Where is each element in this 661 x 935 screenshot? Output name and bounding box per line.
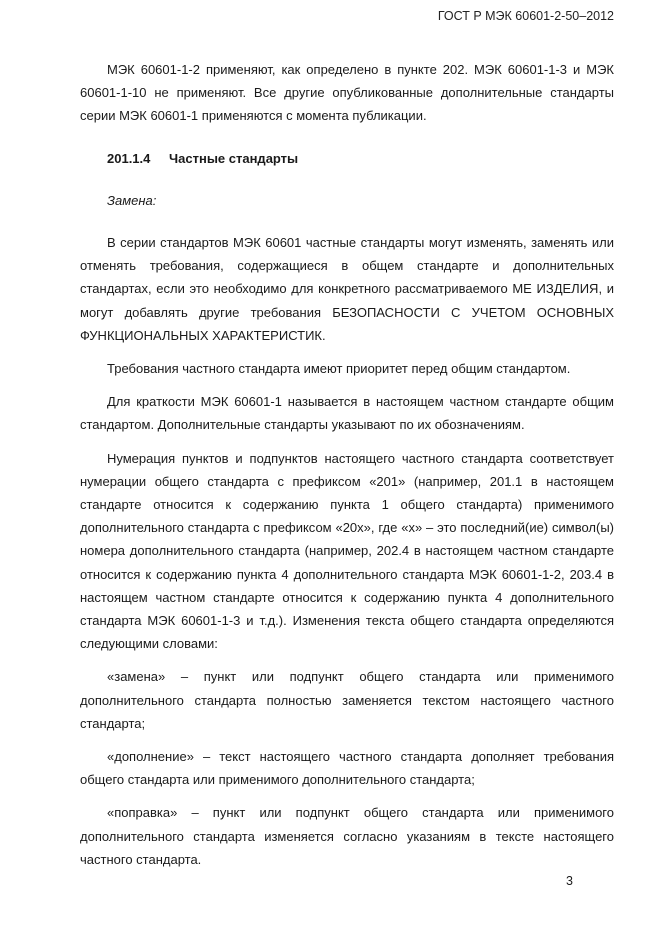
paragraph-replacement-definition: «замена» – пункт или подпункт общего стандарта или применимого дополнительного стандарта полностью заменяется текстом настоящего частного стандарта; — [80, 669, 614, 731]
paragraph-amendment-definition: «поправка» – пункт или подпункт общего стандарта или применимого дополнительного стандарта изменяется согласно указаниям в тексте настоящего частного стандарта. — [80, 805, 614, 867]
replacement-label: Замена: — [107, 192, 157, 208]
paragraph-priority: Требования частного стандарта имеют приоритет перед общим стандартом. — [107, 361, 571, 377]
section-number: 201.1.4 — [107, 150, 151, 166]
paragraph-particular-standards: В серии стандартов МЭК 60601 частные стандарты могут изменять, заменять или отменять требования, содержащиеся в общем стандарте и дополнительных стандартах, если это необходимо для конкретного рассматриваемого МЕ ИЗДЕЛИЯ, и могут добавлять другие требования БЕЗОПАСНОСТИ С УЧЕТОМ ОСНОВНЫХ ФУНКЦИОНАЛЬНЫХ ХАРАКТЕРИСТИК. — [80, 235, 614, 343]
section-heading — [80, 147, 614, 170]
page-number: 3 — [566, 874, 573, 888]
paragraph-addition-definition: «дополнение» – текст настоящего частного стандарта дополняет требования общего стандарта или применимого дополнительного стандарта; — [80, 749, 614, 788]
paragraph-brevity: Для краткости МЭК 60601-1 называется в настоящем частном стандарте общим стандартом. Дополнительные стандарты указывают по их обозначениям. — [80, 394, 614, 433]
paragraph-applicability: МЭК 60601-1-2 применяют, как определено в пункте 202. МЭК 60601-1-3 и МЭК 60601-1-10 не применяют. Все другие опубликованные дополнительные стандарты серии МЭК 60601-1 применяются с момента публикации. — [80, 62, 614, 124]
document-body — [80, 58, 614, 871]
section-title: Частные стандарты — [169, 150, 299, 166]
paragraph-numbering: Нумерация пунктов и подпунктов настоящего частного стандарта соответствует нумерации общего стандарта с префиксом «201» (например, 201.1 в настоящем стандарте относится к содержанию пункта 1 общего стандарта) применимого дополнительного стандарта с префиксом «20x», где «x» – это последний(ие) символ(ы) номера дополнительного стандарта (например, 202.4 в настоящем частном стандарте относится к содержанию пункта 4 дополнительного стандарта МЭК 60601-1-2, 203.4 в настоящем частном стандарте относится к содержанию пункта 4 дополнительного стандарта МЭК 60601-1-3 и т.д.). Изменения текста общего стандарта определяются следующими словами: — [80, 450, 614, 652]
document-header: ГОСТ Р МЭК 60601-2-50–2012 — [437, 9, 614, 23]
